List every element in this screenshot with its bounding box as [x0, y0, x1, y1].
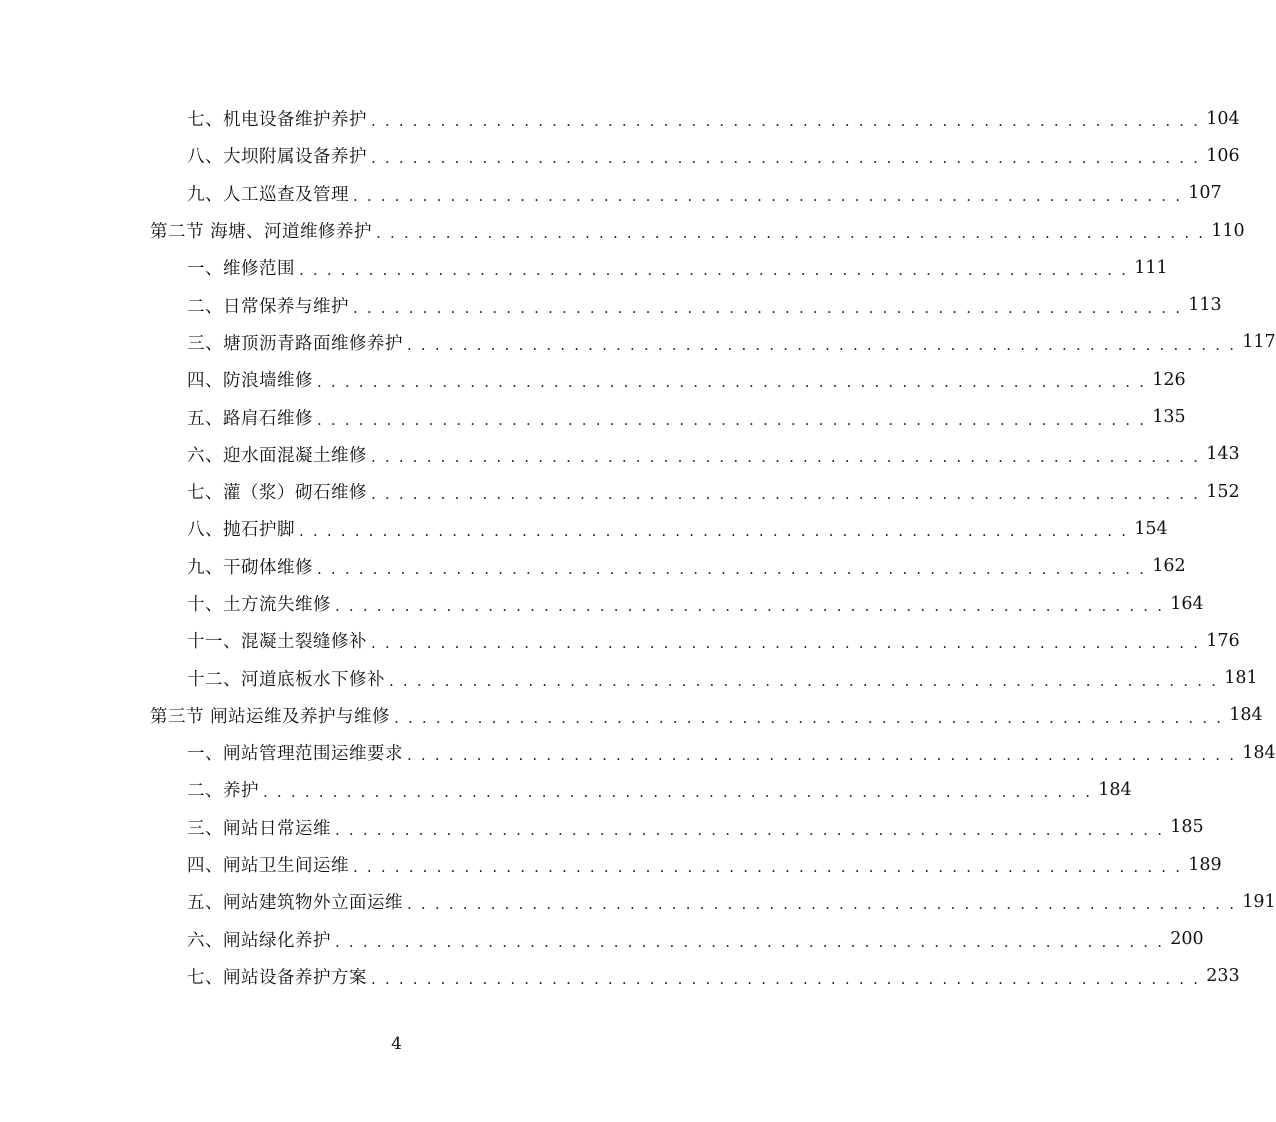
toc-entry[interactable] — [0, 883, 1276, 920]
dot-leader: . . . . . . . . . . . . . . . . . . . . . . . . . . . . . . . . . . . . . . . . . . . . . . . . . . . . . . . . . . . . — [394, 708, 1224, 727]
toc-entry-page: 185 — [1170, 817, 1204, 838]
toc-entry[interactable] — [0, 361, 1186, 398]
table-of-contents — [0, 100, 1276, 995]
toc-entry-label: 十二、河道底板水下修补 — [187, 666, 389, 691]
toc-entry-page: 189 — [1188, 854, 1222, 875]
dot-leader: . . . . . . . . . . . . . . . . . . . . . . . . . . . . . . . . . . . . . . . . . . . . . . . . . . . . . . . . . . . . — [317, 410, 1147, 429]
toc-entry[interactable] — [0, 473, 1240, 510]
dot-leader: . . . . . . . . . . . . . . . . . . . . . . . . . . . . . . . . . . . . . . . . . . . . . . . . . . . . . . . . . . . . — [407, 335, 1237, 354]
toc-entry[interactable] — [0, 286, 1222, 323]
dot-leader: . . . . . . . . . . . . . . . . . . . . . . . . . . . . . . . . . . . . . . . . . . . . . . . . . . . . . . . . . . . . — [299, 261, 1129, 280]
toc-entry-page: 184 — [1098, 779, 1132, 800]
toc-entry-label: 第二节 海塘、河道维修养护 — [150, 218, 376, 243]
toc-entry-page: 126 — [1152, 369, 1186, 390]
toc-entry-label: 五、路肩石维修 — [187, 405, 317, 430]
dot-leader: . . . . . . . . . . . . . . . . . . . . . . . . . . . . . . . . . . . . . . . . . . . . . . . . . . . . . . . . . . . . — [335, 932, 1165, 951]
toc-entry[interactable] — [0, 958, 1240, 995]
toc-entry-page: 107 — [1188, 183, 1222, 204]
toc-entry-page: 184 — [1229, 705, 1263, 726]
toc-entry-label: 四、防浪墙维修 — [187, 367, 317, 392]
toc-entry-page: 113 — [1188, 295, 1222, 316]
toc-entry-label: 六、闸站绿化养护 — [187, 927, 335, 952]
toc-entry-page: 233 — [1206, 966, 1240, 987]
page-number: 4 — [391, 1034, 402, 1054]
dot-leader: . . . . . . . . . . . . . . . . . . . . . . . . . . . . . . . . . . . . . . . . . . . . . . . . . . . . . . . . . . . . — [353, 298, 1183, 317]
toc-entry-label: 三、闸站日常运维 — [187, 815, 335, 840]
toc-entry-label: 四、闸站卫生间运维 — [187, 852, 353, 877]
dot-leader: . . . . . . . . . . . . . . . . . . . . . . . . . . . . . . . . . . . . . . . . . . . . . . . . . . . . . . . . . . . . — [317, 559, 1147, 578]
toc-entry-page: 143 — [1206, 444, 1240, 465]
dot-leader: . . . . . . . . . . . . . . . . . . . . . . . . . . . . . . . . . . . . . . . . . . . . . . . . . . . . . . . . . . . . — [371, 485, 1201, 504]
dot-leader: . . . . . . . . . . . . . . . . . . . . . . . . . . . . . . . . . . . . . . . . . . . . . . . . . . . . . . . . . . . . — [371, 634, 1201, 653]
toc-entry[interactable] — [0, 921, 1204, 958]
toc-entry[interactable] — [0, 622, 1240, 659]
toc-entry-page: 191 — [1242, 891, 1276, 912]
dot-leader: . . . . . . . . . . . . . . . . . . . . . . . . . . . . . . . . . . . . . . . . . . . . . . . . . . . . . . . . . . . . — [371, 112, 1201, 131]
toc-entry-page: 111 — [1134, 257, 1168, 278]
toc-entry-label: 十、土方流失维修 — [187, 591, 335, 616]
dot-leader: . . . . . . . . . . . . . . . . . . . . . . . . . . . . . . . . . . . . . . . . . . . . . . . . . . . . . . . . . . . . — [353, 858, 1183, 877]
dot-leader: . . . . . . . . . . . . . . . . . . . . . . . . . . . . . . . . . . . . . . . . . . . . . . . . . . . . . . . . . . . . — [389, 671, 1219, 690]
toc-entry-label: 九、人工巡查及管理 — [187, 181, 353, 206]
dot-leader: . . . . . . . . . . . . . . . . . . . . . . . . . . . . . . . . . . . . . . . . . . . . . . . . . . . . . . . . . . . . — [371, 149, 1201, 168]
toc-section-entry[interactable] — [0, 212, 1245, 249]
toc-entry[interactable] — [0, 137, 1240, 174]
dot-leader: . . . . . . . . . . . . . . . . . . . . . . . . . . . . . . . . . . . . . . . . . . . . . . . . . . . . . . . . . . . . — [371, 447, 1201, 466]
toc-entry-page: 181 — [1224, 668, 1258, 689]
toc-entry-label: 八、抛石护脚 — [187, 516, 299, 541]
dot-leader: . . . . . . . . . . . . . . . . . . . . . . . . . . . . . . . . . . . . . . . . . . . . . . . . . . . . . . . . . . . . — [407, 746, 1237, 765]
toc-entry-label: 第三节 闸站运维及养护与维修 — [150, 703, 394, 728]
toc-entry[interactable] — [0, 846, 1222, 883]
toc-entry-label: 一、闸站管理范围运维要求 — [187, 740, 407, 765]
toc-entry-label: 七、闸站设备养护方案 — [187, 964, 371, 989]
dot-leader: . . . . . . . . . . . . . . . . . . . . . . . . . . . . . . . . . . . . . . . . . . . . . . . . . . . . . . . . . . . . — [353, 186, 1183, 205]
toc-entry[interactable] — [0, 771, 1132, 808]
toc-entry-page: 106 — [1206, 145, 1240, 166]
toc-entry[interactable] — [0, 510, 1168, 547]
toc-entry-label: 七、灌（浆）砌石维修 — [187, 479, 371, 504]
toc-entry-page: 117 — [1242, 332, 1276, 353]
toc-entry[interactable] — [0, 734, 1276, 771]
toc-entry-page: 162 — [1152, 556, 1186, 577]
toc-entry-label: 五、闸站建筑物外立面运维 — [187, 889, 407, 914]
toc-entry[interactable] — [0, 548, 1186, 585]
toc-entry-label: 七、机电设备维护养护 — [187, 106, 371, 131]
toc-entry-label: 三、塘顶沥青路面维修养护 — [187, 330, 407, 355]
toc-entry-page: 135 — [1152, 407, 1186, 428]
dot-leader: . . . . . . . . . . . . . . . . . . . . . . . . . . . . . . . . . . . . . . . . . . . . . . . . . . . . . . . . . . . . — [376, 224, 1206, 243]
toc-entry-label: 八、大坝附属设备养护 — [187, 143, 371, 168]
toc-entry-label: 一、维修范围 — [187, 255, 299, 280]
toc-entry-page: 104 — [1206, 108, 1240, 129]
toc-entry-label: 二、养护 — [187, 777, 263, 802]
dot-leader: . . . . . . . . . . . . . . . . . . . . . . . . . . . . . . . . . . . . . . . . . . . . . . . . . . . . . . . . . . . . — [317, 373, 1147, 392]
toc-entry-label: 十一、混凝土裂缝修补 — [187, 628, 371, 653]
toc-entry-label: 九、干砌体维修 — [187, 554, 317, 579]
toc-entry[interactable] — [0, 585, 1204, 622]
dot-leader: . . . . . . . . . . . . . . . . . . . . . . . . . . . . . . . . . . . . . . . . . . . . . . . . . . . . . . . . . . . . — [335, 820, 1165, 839]
toc-entry[interactable] — [0, 436, 1240, 473]
dot-leader: . . . . . . . . . . . . . . . . . . . . . . . . . . . . . . . . . . . . . . . . . . . . . . . . . . . . . . . . . . . . — [299, 522, 1129, 541]
dot-leader: . . . . . . . . . . . . . . . . . . . . . . . . . . . . . . . . . . . . . . . . . . . . . . . . . . . . . . . . . . . . — [371, 969, 1201, 988]
toc-section-entry[interactable] — [0, 697, 1263, 734]
toc-entry[interactable] — [0, 100, 1240, 137]
toc-entry-label: 六、迎水面混凝土维修 — [187, 442, 371, 467]
toc-entry[interactable] — [0, 809, 1204, 846]
toc-entry-page: 110 — [1211, 220, 1245, 241]
dot-leader: . . . . . . . . . . . . . . . . . . . . . . . . . . . . . . . . . . . . . . . . . . . . . . . . . . . . . . . . . . . . — [407, 895, 1237, 914]
toc-entry[interactable] — [0, 659, 1258, 696]
toc-entry-page: 164 — [1170, 593, 1204, 614]
toc-entry-label: 二、日常保养与维护 — [187, 293, 353, 318]
toc-entry[interactable] — [0, 398, 1186, 435]
toc-entry-page: 176 — [1206, 630, 1240, 651]
toc-entry-page: 152 — [1206, 481, 1240, 502]
toc-entry[interactable] — [0, 324, 1276, 361]
toc-entry-page: 154 — [1134, 518, 1168, 539]
dot-leader: . . . . . . . . . . . . . . . . . . . . . . . . . . . . . . . . . . . . . . . . . . . . . . . . . . . . . . . . . . . . — [335, 597, 1165, 615]
toc-entry-page: 200 — [1170, 929, 1204, 950]
dot-leader: . . . . . . . . . . . . . . . . . . . . . . . . . . . . . . . . . . . . . . . . . . . . . . . . . . . . . . . . . . . . — [263, 783, 1093, 802]
toc-entry-page: 184 — [1242, 742, 1276, 763]
toc-entry[interactable] — [0, 249, 1168, 286]
toc-entry[interactable] — [0, 175, 1222, 212]
